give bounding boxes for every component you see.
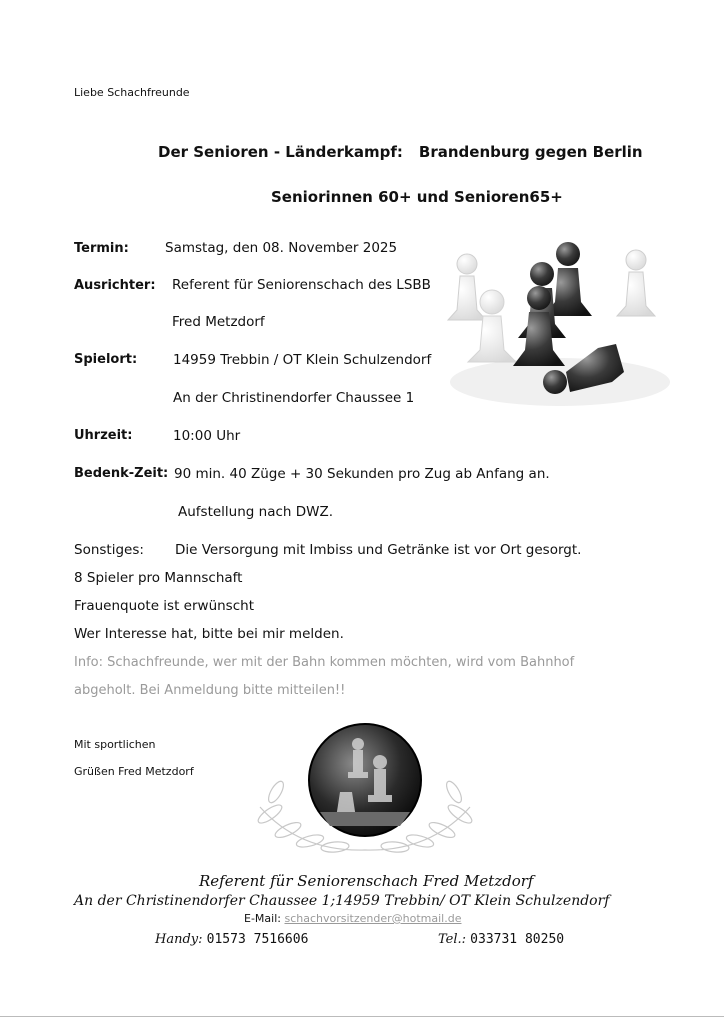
uhrzeit-label: Uhrzeit: (74, 428, 133, 443)
note-players: 8 Spieler pro Mannschaft (74, 570, 243, 586)
info-line-1: Info: Schachfreunde, wer mit der Bahn kommen möchten, wird vom Bahnhof (74, 655, 575, 670)
footer-email (244, 912, 461, 925)
sonstiges-value: Die Versorgung mit Imbiss und Getränke ist vor Ort gesorgt. (175, 542, 582, 558)
handy-number: 01573 7516606 (206, 932, 309, 947)
spielort-value-1: 14959 Trebbin / OT Klein Schulzendorf (173, 352, 432, 368)
light-pawn-left (448, 254, 486, 320)
ausrichter-value-2: Fred Metzdorf (172, 314, 265, 330)
closing-line-2: Grüßen Fred Metzdorf (74, 765, 194, 778)
ausrichter-value-1: Referent für Seniorenschach des LSBB (172, 277, 431, 293)
subtitle: Seniorinnen 60+ und Senioren65+ (271, 188, 563, 206)
greeting: Liebe Schachfreunde (74, 86, 190, 99)
tel-number: 033731 80250 (470, 932, 565, 947)
note-contact: Wer Interesse hat, bitte bei mir melden. (74, 626, 344, 642)
spielort-value-2: An der Christinendorfer Chaussee 1 (173, 390, 415, 406)
footer-address: An der Christinendorfer Chaussee 1;14959 Trebbin/ OT Klein Schulzendorf (74, 893, 610, 909)
termin-label: Termin: (74, 241, 129, 256)
email-link[interactable]: schachvorsitzender@hotmail.de (284, 912, 462, 925)
footer-handy (155, 932, 308, 947)
ausrichter-label (74, 278, 156, 293)
chess-emblem-image (240, 722, 490, 860)
uhrzeit-value: 10:00 Uhr (173, 428, 241, 444)
tel-label: Tel.: (438, 932, 467, 947)
sonstiges-label: Sonstiges: (74, 542, 144, 558)
footer-tel (438, 932, 564, 947)
emblem-board (320, 812, 410, 826)
bedenkzeit-label: Bedenk-Zeit: (74, 466, 169, 481)
handy-label: Handy: (155, 932, 203, 947)
title-left: Der Senioren - Länderkampf: (158, 143, 403, 161)
aufstellung-text: Aufstellung nach DWZ. (178, 504, 334, 520)
note-women-quota: Frauenquote ist erwünscht (74, 598, 254, 614)
bottom-rule (0, 1016, 724, 1017)
closing-line-1: Mit sportlichen (74, 738, 156, 751)
footer-title: Referent für Seniorenschach Fred Metzdorf (199, 872, 534, 890)
spielort-label: Spielort: (74, 352, 138, 367)
email-label: E-Mail: (244, 912, 281, 925)
chess-pieces-image (440, 232, 670, 412)
title-line (158, 143, 643, 161)
termin-value: Samstag, den 08. November 2025 (165, 240, 398, 256)
title-right: Brandenburg gegen Berlin (418, 143, 643, 161)
bedenkzeit-value: 90 min. 40 Züge + 30 Sekunden pro Zug ab Anfang an. (174, 466, 550, 482)
info-line-2: abgeholt. Bei Anmeldung bitte mitteilen!! (74, 683, 346, 698)
light-pawn-right (617, 250, 655, 316)
ausrichter-label-text: Ausrichter: (74, 278, 156, 293)
